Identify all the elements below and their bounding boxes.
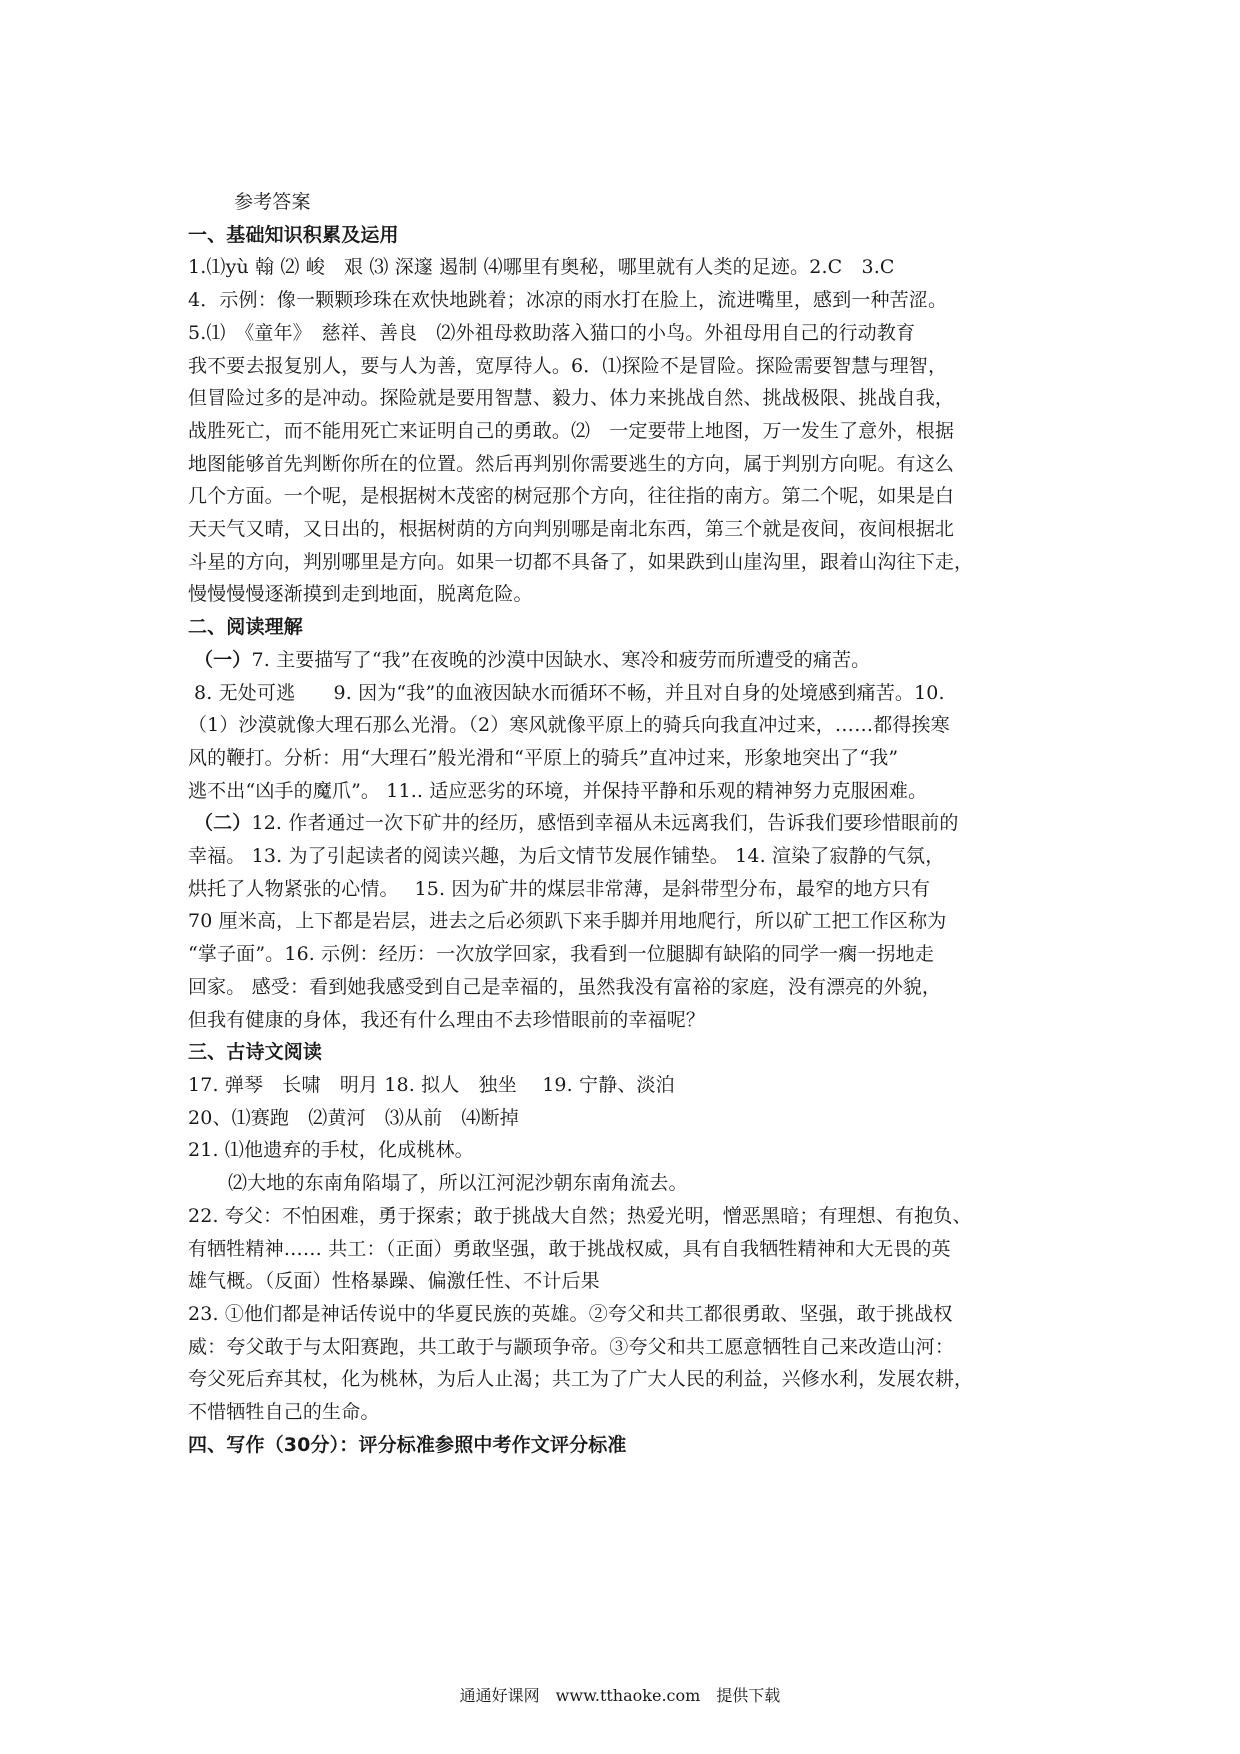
- answer-line: 有牺牲精神…… 共工：（正面）勇敢坚强，敢于挑战权威，具有自我牺牲精神和大无畏的英: [188, 1237, 951, 1260]
- answer-lines: [188, 219, 1048, 1462]
- answer-line: 天天气又晴，又日出的，根据树荫的方向判别哪是南北东西，第三个就是夜间，夜间根据北: [188, 518, 955, 541]
- answer-line: 不惜牺牲自己的生命。: [188, 1401, 380, 1424]
- section-heading: 一、基础知识积累及运用: [188, 223, 399, 246]
- answer-line: 地图能够首先判断你所在的位置。然后再判别你需要逃生的方向，属于判别方向呢。有这么: [188, 452, 955, 475]
- answer-line: 夸父死后弃其杖，化为桃林，为后人止渴；共工为了广大人民的利益，兴修水利，发展农耕，: [188, 1368, 974, 1391]
- section-heading: 三、古诗文阅读: [188, 1041, 323, 1064]
- answer-line: 几个方面。一个呢，是根据树木茂密的树冠那个方向，往往指的南方。第二个呢，如果是白: [188, 485, 955, 508]
- answer-line: 但我有健康的身体，我还有什么理由不去珍惜眼前的幸福呢？: [188, 1008, 706, 1031]
- answer-line: 风的鞭打。分析：用“大理石”般光滑和“平原上的骑兵”直冲过来，形象地突出了“我”: [188, 746, 899, 769]
- answer-line: 21. ⑴他遗弃的手杖，化成桃林。: [188, 1139, 474, 1162]
- answer-line: 威：夸父敢于与太阳赛跑，共工敢于与颛顼争帝。③夸父和共工愿意牺牲自己来改造山河：: [188, 1335, 955, 1358]
- answer-line: 70 厘米高，上下都是岩层，进去之后必须趴下来手脚并用地爬行，所以矿工把工作区称为: [188, 910, 947, 933]
- answer-line: 雄气概。（反面）性格暴躁、偏激任性、不计后果: [188, 1270, 600, 1293]
- answer-line: ⑵大地的东南角陷塌了，所以江河泥沙朝东南角流去。: [228, 1172, 688, 1195]
- answer-line: 幸福。 13. 为了引起读者的阅读兴趣，为后文情节发展作铺垫。 14. 渲染了寂静的气氛，: [188, 845, 945, 868]
- answer-line: 战胜死亡，而不能用死亡来证明自己的勇敢。⑵ 一定要带上地图，万一发生了意外，根据: [188, 419, 955, 442]
- answer-line: 斗星的方向，判别哪里是方向。如果一切都不具备了，如果跌到山崖沟里，跟着山沟往下走，: [188, 550, 974, 573]
- answer-line: 17. 弹琴 长啸 明月 18. 拟人 独坐 19. 宁静、淡泊: [188, 1073, 675, 1096]
- answer-document: [188, 186, 1048, 1461]
- answer-line: 回家。 感受：看到她我感受到自己是幸福的，虽然我没有富裕的家庭，没有漂亮的外貌，: [188, 975, 942, 998]
- answer-line: 但冒险过多的是冲动。探险就是要用智慧、毅力、体力来挑战自然、挑战极限、挑战自我，: [188, 387, 955, 410]
- answer-line: 5.⑴ 《童年》 慈祥、善良 ⑵外祖母救助落入猫口的小鸟。外祖母用自己的行动教育: [188, 321, 916, 344]
- answer-line: 逃不出“凶手的魔爪”。 11.. 适应恶劣的环境，并保持平静和乐观的精神努力克服困难。: [188, 779, 928, 802]
- answer-line: 烘托了人物紧张的心情。 15. 因为矿井的煤层非常薄，是斜带型分布，最窄的地方只有: [188, 877, 931, 900]
- page-title: 参考答案: [234, 191, 311, 213]
- answer-line: 23. ①他们都是神话传说中的华夏民族的英雄。②夸父和共工都很勇敢、坚强，敢于挑战权: [188, 1302, 953, 1325]
- answer-line: 慢慢慢慢逐渐摸到走到地面，脱离危险。: [188, 583, 533, 606]
- answer-line: 4．示例：像一颗颗珍珠在欢快地跳着；冰凉的雨水打在脸上，流进嘴里，感到一种苦涩。: [188, 289, 948, 312]
- answer-line: 22. 夸父：不怕困难，勇于探索；敢于挑战大自然；热爱光明，憎恶黑暗；有理想、有抱负、: [188, 1204, 972, 1227]
- answer-line: （1）沙漠就像大理石那么光滑。（2）寒风就像平原上的骑兵向我直冲过来，……都得挨寒: [188, 714, 950, 737]
- answer-line: “掌子面”。16. 示例：经历：一次放学回家，我看到一位腿脚有缺陷的同学一瘸一拐地走: [188, 943, 934, 966]
- answer-line: （二）12. 作者通过一次下矿井的经历，感悟到幸福从未远离我们，告诉我们要珍惜眼前的: [194, 812, 959, 835]
- answer-line: 1.⑴yù 翰 ⑵ 峻 艰 ⑶ 深邃 遏制 ⑷哪里有奥秘，哪里就有人类的足迹。2.C 3.C: [188, 256, 895, 279]
- section-heading: 二、阅读理解: [188, 616, 303, 639]
- footer-watermark: 通通好课网 www.tthaoke.com 提供下载: [459, 1686, 781, 1705]
- answer-line: （一）7. 主要描写了“我”在夜晚的沙漠中因缺水、寒冷和疲劳而所遭受的痛苦。: [194, 648, 871, 671]
- answer-line: 8. 无处可逃 9. 因为“我”的血液因缺水而循环不畅，并且对自身的处境感到痛苦。10.: [194, 681, 945, 704]
- answer-line: 20、⑴赛跑 ⑵黄河 ⑶从前 ⑷断掉: [188, 1106, 519, 1129]
- section-heading: 四、写作（30分）：评分标准参照中考作文评分标准: [188, 1433, 627, 1456]
- answer-line: 我不要去报复别人，要与人为善，宽厚待人。6．⑴探险不是冒险。探险需要智慧与理智，: [188, 354, 948, 377]
